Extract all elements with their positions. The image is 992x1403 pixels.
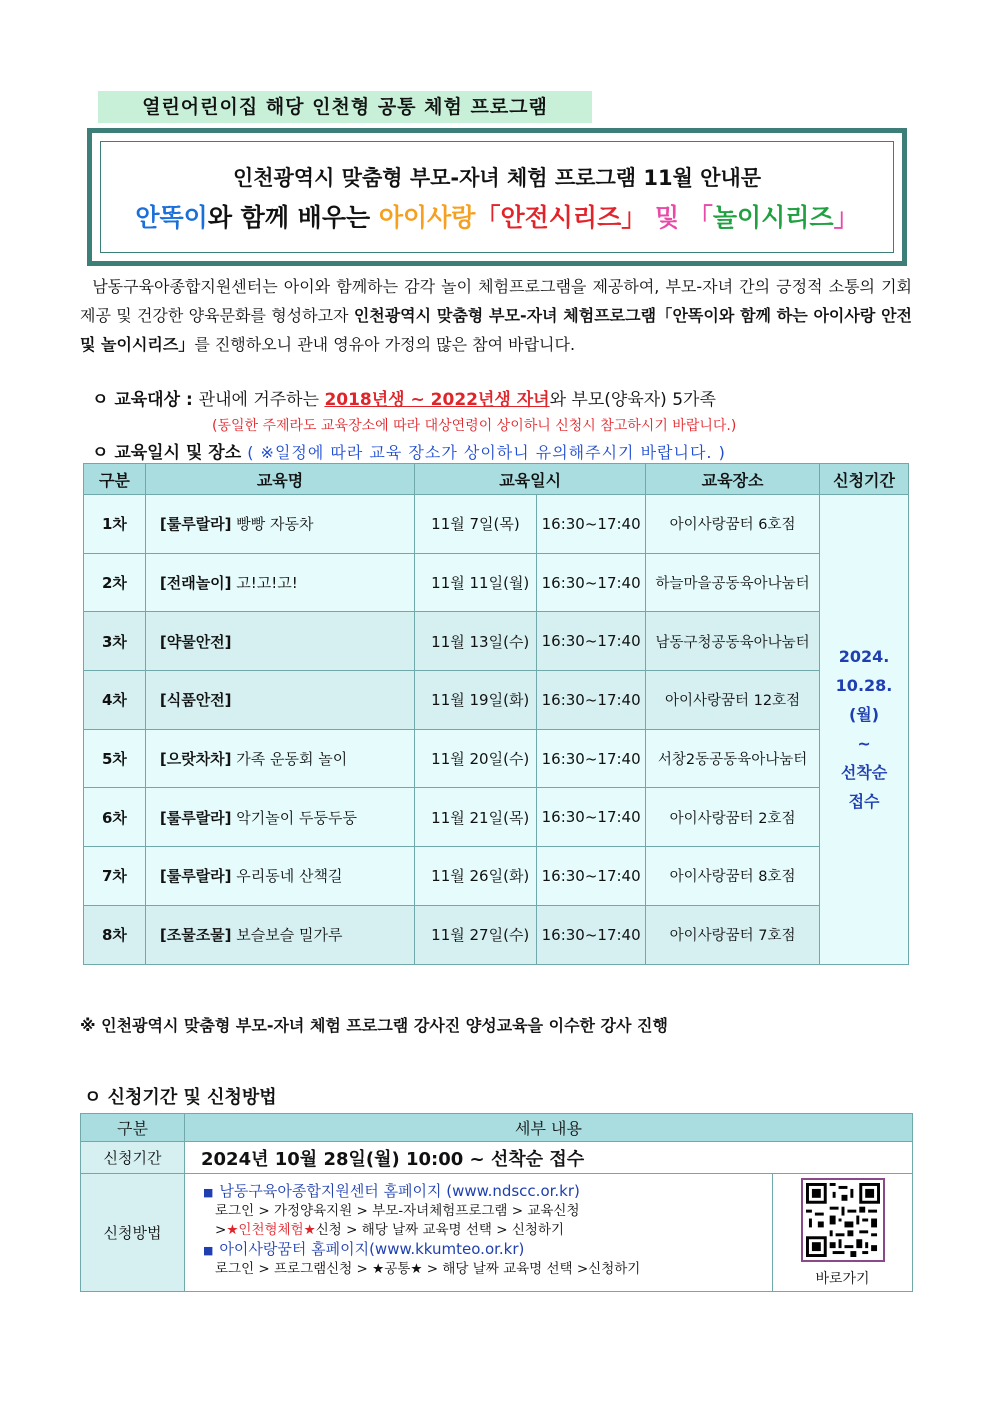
table-row (84, 788, 909, 847)
period-line: (월) (848, 705, 880, 725)
table-row (84, 671, 909, 730)
apply-method-label: 신청방법 (81, 1174, 185, 1292)
session-place: 하늘마을공동육아나눔터 (646, 553, 820, 612)
session-number: 7차 (84, 847, 146, 906)
period-line: 선착순 (840, 763, 888, 783)
site2-link[interactable]: 아이사랑꿈터 홈페이지(www.kkumteo.or.kr) (219, 1240, 525, 1258)
apply-section-title: ㅇ 신청기간 및 신청방법 (84, 1087, 277, 1108)
title-bracket-close-2: 」 (833, 203, 859, 232)
title-text: 와 함께 배우는 (207, 203, 379, 232)
session-title: 악기놀이 두둥두둥 (231, 808, 357, 827)
site1-line (203, 1182, 772, 1202)
apply-method-row (81, 1174, 913, 1292)
date-place-heading (92, 438, 726, 463)
session-number: 6차 (84, 788, 146, 847)
square-bullet-icon: ■ (203, 1244, 214, 1257)
session-date: 11월 21일(목) (415, 788, 537, 847)
date-place-note: ( ※일정에 따라 교육 장소가 상이하니 유의해주시기 바랍니다. ) (241, 443, 726, 462)
period-line: 10.28. (835, 676, 893, 696)
session-category: [식품안전] (159, 691, 232, 710)
site1-path2-highlight: ★인천형체험★ (226, 1222, 316, 1238)
session-category: [으랏차차] (159, 750, 232, 769)
qr-cell (773, 1174, 913, 1292)
session-date: 11월 20일(수) (415, 729, 537, 788)
title-bracket-open: 「 (475, 203, 501, 232)
header-edu-place: 교육장소 (646, 464, 820, 495)
title-line-1: 인천광역시 맞춤형 부모-자녀 체험 프로그램 11월 안내문 (232, 166, 762, 190)
session-number: 4차 (84, 671, 146, 730)
table-row (84, 612, 909, 671)
table-row (84, 495, 909, 554)
qr-code-icon[interactable] (801, 1178, 885, 1262)
session-category: [전래놀이] (159, 574, 232, 593)
apply-table (80, 1113, 913, 1292)
title-safety-series: 안전시리즈 (500, 203, 622, 232)
session-category: [룰루랄라] (159, 808, 232, 827)
session-name (145, 729, 414, 788)
site1-path2 (203, 1221, 772, 1240)
instructor-footnote: ※ 인천광역시 맞춤형 부모-자녀 체험 프로그램 강사진 양성교육을 이수한 강사 진행 (80, 1016, 668, 1035)
session-name (145, 788, 414, 847)
title-aisarang: 아이사랑 (378, 203, 476, 232)
session-title: 우리동네 산책길 (231, 867, 343, 886)
table-row (84, 847, 909, 906)
session-date: 11월 7일(목) (415, 495, 537, 554)
target-text-2: 와 부모(양육자) 5가족 (549, 390, 716, 410)
qr-shortcut-label[interactable]: 바로가기 (815, 1271, 870, 1287)
session-title: 고!고!고! (231, 574, 298, 593)
title-line-2 (101, 198, 893, 234)
apply-header-division: 구분 (81, 1114, 185, 1142)
site1-link[interactable]: 남동구육아종합지원센터 홈페이지 (www.ndscc.or.kr) (219, 1182, 580, 1200)
session-place: 아이사랑꿈터 12호점 (646, 671, 820, 730)
apply-period-cell (820, 495, 909, 965)
session-title: 가족 운동회 놀이 (231, 750, 348, 769)
session-time: 16:30~17:40 (537, 553, 646, 612)
header-apply-period: 신청기간 (820, 464, 909, 495)
period-line: 접수 (848, 792, 880, 812)
site2-line (203, 1240, 772, 1260)
target-highlight: 2018년생 ~ 2022년생 자녀 (324, 390, 550, 410)
apply-period-row (81, 1142, 913, 1174)
session-name (145, 847, 414, 906)
session-time: 16:30~17:40 (537, 612, 646, 671)
date-place-label: ㅇ 교육일시 및 장소 (92, 443, 242, 463)
session-category: [룰루랄라] (159, 515, 232, 534)
site1-path2-rest: 신청 > 해당 날짜 교육명 선택 > 신청하기 (315, 1222, 565, 1238)
header-edu-datetime: 교육일시 (415, 464, 646, 495)
session-time: 16:30~17:40 (537, 495, 646, 554)
session-time: 16:30~17:40 (537, 729, 646, 788)
title-and: 및 (646, 203, 688, 232)
session-category: [약물안전] (159, 632, 232, 651)
session-name (145, 495, 414, 554)
session-place: 아이사랑꿈터 7호점 (646, 905, 820, 964)
header-edu-name: 교육명 (145, 464, 414, 495)
apply-header-details: 세부 내용 (185, 1114, 913, 1142)
session-time: 16:30~17:40 (537, 788, 646, 847)
session-number: 1차 (84, 495, 146, 554)
session-number: 2차 (84, 553, 146, 612)
education-target (92, 385, 716, 410)
title-play-series: 놀이시리즈 (712, 203, 834, 232)
square-bullet-icon: ■ (203, 1186, 214, 1199)
session-date: 11월 26일(화) (415, 847, 537, 906)
session-place: 남동구청공동육아나눔터 (646, 612, 820, 671)
session-name (145, 905, 414, 964)
apply-period-label: 신청기간 (81, 1142, 185, 1174)
period-line: ~ (857, 734, 871, 754)
session-date: 11월 19일(화) (415, 671, 537, 730)
intro-text-1: 남동구육아종합지원센터는 아이와 함께하는 감각 놀이 체험프로그램을 제공하여, 부모-자녀 간의 긍정적 소통의 기회 제공 및 건강한 양육문화를 형성하고자 (80, 277, 913, 325)
apply-period-value: 2024년 10월 28일(월) 10:00 ~ 선착순 접수 (185, 1142, 913, 1174)
target-text-1: 관내에 거주하는 (198, 390, 325, 410)
session-place: 아이사랑꿈터 2호점 (646, 788, 820, 847)
schedule-header-row (84, 464, 909, 495)
session-title: 보슬보슬 밀가루 (231, 926, 343, 945)
target-label: ㅇ 교육대상 : (92, 390, 199, 410)
table-row (84, 905, 909, 964)
session-category: [룰루랄라] (159, 867, 232, 886)
table-row (84, 729, 909, 788)
session-place: 아이사랑꿈터 8호점 (646, 847, 820, 906)
period-line: 2024. (838, 647, 890, 667)
title-inner-frame (100, 141, 894, 253)
qr-code-graphic (806, 1183, 880, 1257)
site1-path1: 로그인 > 가정양육지원 > 부모-자녀체험프로그램 > 교육신청 (215, 1203, 580, 1219)
apply-method-details (185, 1174, 773, 1292)
session-place: 서창2동공동육아나눔터 (646, 729, 820, 788)
session-place: 아이사랑꿈터 6호점 (646, 495, 820, 554)
session-date: 11월 11일(월) (415, 553, 537, 612)
title-box (87, 128, 907, 266)
session-number: 3차 (84, 612, 146, 671)
intro-paragraph (80, 272, 912, 359)
session-category: [조물조물] (159, 926, 232, 945)
session-time: 16:30~17:40 (537, 905, 646, 964)
session-title: 빵빵 자동차 (231, 515, 314, 534)
apply-header-row (81, 1114, 913, 1142)
header-division: 구분 (84, 464, 146, 495)
table-row (84, 553, 909, 612)
session-time: 16:30~17:40 (537, 671, 646, 730)
intro-bold: 인천광역시 맞춤형 부모-자녀 체험프로그램「안똑이와 함께 하는 아이사랑 안전 및 놀이시리즈」 (80, 306, 912, 354)
intro-text-2: 를 진행하오니 관내 영유아 가정의 많은 참여 바랍니다. (194, 335, 576, 354)
session-time: 16:30~17:40 (537, 847, 646, 906)
site2-path: 로그인 > 프로그램신청 > ★공통★ > 해당 날짜 교육명 선택 >신청하기 (215, 1261, 641, 1277)
target-note: (동일한 주제라도 교육장소에 따라 대상연령이 상이하니 신청시 참고하시기 바랍니다.) (212, 418, 737, 434)
schedule-table (83, 463, 909, 965)
session-name (145, 612, 414, 671)
session-number: 8차 (84, 905, 146, 964)
session-name (145, 671, 414, 730)
program-banner: 열린어린이집 해당 인천형 공통 체험 프로그램 (98, 91, 592, 123)
session-date: 11월 13일(수) (415, 612, 537, 671)
session-name (145, 553, 414, 612)
title-antoki: 안똑이 (135, 203, 208, 232)
session-date: 11월 27일(수) (415, 905, 537, 964)
site1-path2-prefix: > (215, 1222, 227, 1238)
title-bracket-close: 」 (621, 203, 647, 232)
title-bracket-open-2: 「 (687, 203, 713, 232)
session-number: 5차 (84, 729, 146, 788)
